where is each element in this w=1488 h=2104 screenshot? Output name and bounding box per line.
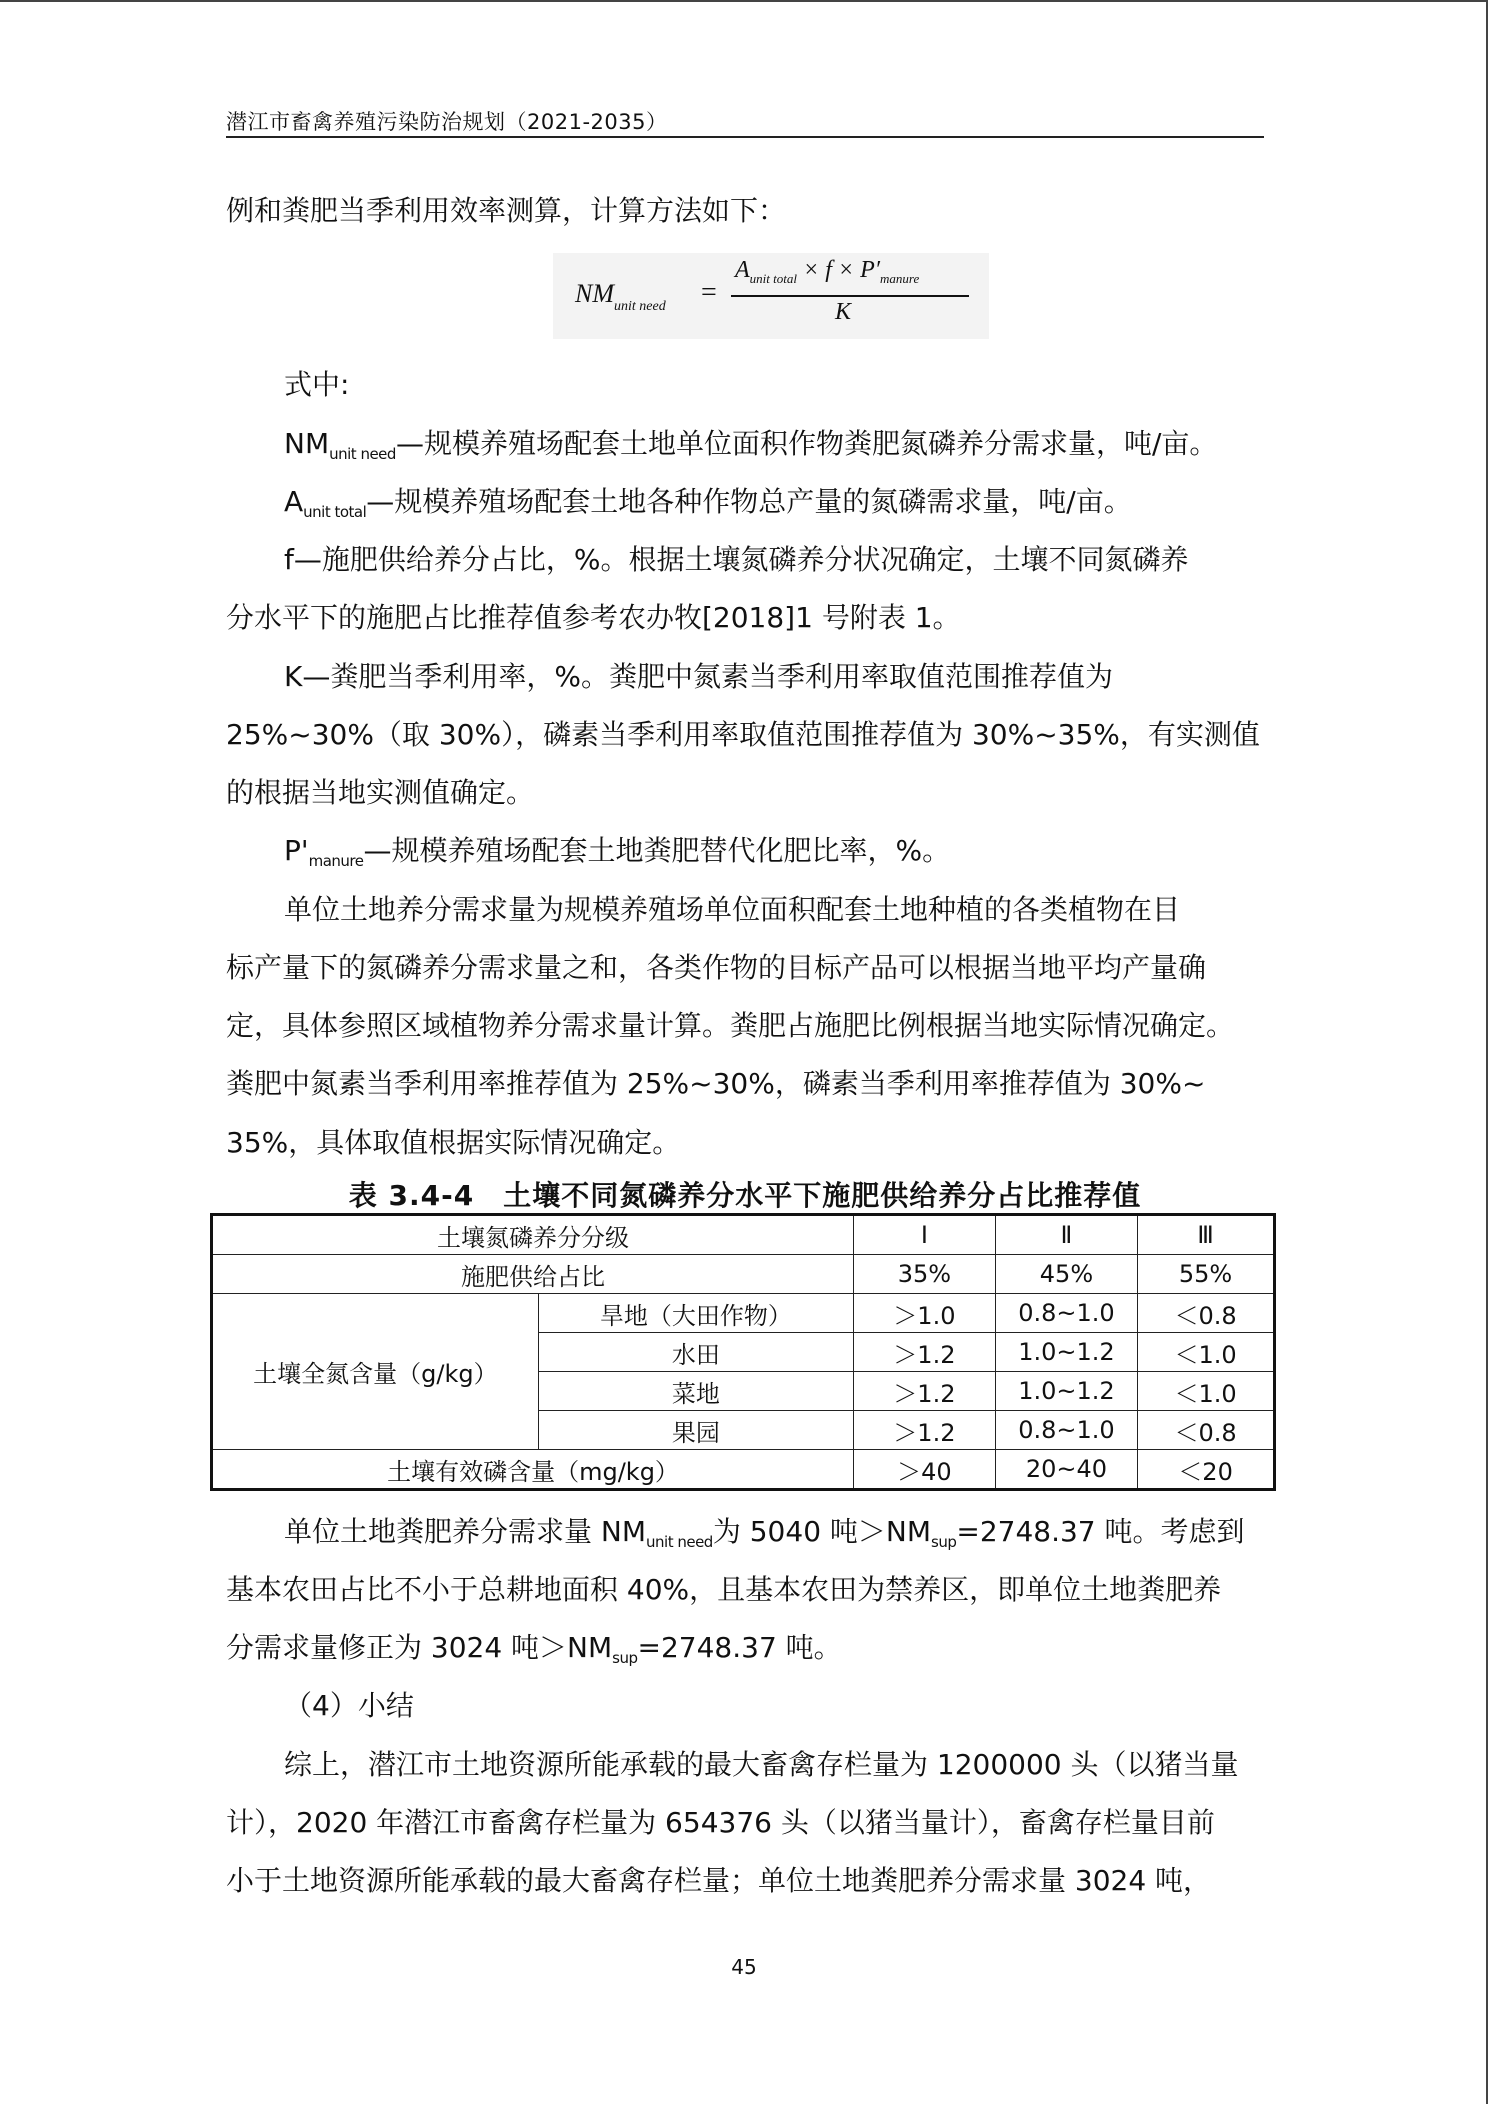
table-cell: ＜1.0	[1138, 1372, 1275, 1411]
table-cell: 施肥供给占比	[212, 1255, 854, 1294]
table-cell: 1.0~1.2	[995, 1333, 1137, 1372]
formula-denominator: K	[835, 299, 852, 325]
table-header-cell: Ⅰ	[854, 1215, 996, 1255]
def-f-line2: 分水平下的施肥占比推荐值参考农办牧[2018]1 号附表 1。	[226, 601, 961, 634]
table-row	[212, 1294, 1275, 1333]
table-cell: 55%	[1138, 1255, 1275, 1294]
running-header: 潜江市畜禽养殖污染防治规划（2021-2035）	[226, 110, 668, 134]
result-line2: 基本农田占比不小于总耕地面积 40%，且基本农田为禁养区，即单位土地粪肥养	[226, 1573, 1222, 1606]
table-header-row	[212, 1215, 1275, 1255]
def-p: $P'_{manure}—$规模养殖场配套土地粪肥替代化肥比率，%。	[284, 834, 951, 870]
table-row	[212, 1255, 1275, 1294]
unit-para-line2: 标产量下的氮磷养分需求量之和，各类作物的目标产品可以根据当地平均产量确	[226, 951, 1207, 984]
defs-label: 式中:	[284, 368, 350, 401]
table-cell: ＜0.8	[1138, 1411, 1275, 1450]
table-cell: 35%	[854, 1255, 996, 1294]
table-cell: ＜20	[1138, 1450, 1275, 1490]
summary-line3: 小于土地资源所能承载的最大畜禽存栏量；单位土地粪肥养分需求量 3024 吨，	[226, 1864, 1212, 1897]
result-line3: 分需求量修正为 3024 吨$>NM_{sup}=2748.37$ 吨。	[226, 1631, 842, 1667]
nutrient-table	[210, 1213, 1276, 1491]
table-cell: 0.8~1.0	[995, 1294, 1137, 1333]
def-k-line2: 25%~30%（取 30%），磷素当季利用率取值范围推荐值为 30%~35%，有实测值	[226, 718, 1260, 751]
summary-heading: （4）小结	[284, 1689, 414, 1722]
unit-para-line4: 粪肥中氮素当季利用率推荐值为 25%~30%，磷素当季利用率推荐值为 30%~	[226, 1067, 1206, 1100]
def-k-line1: K—粪肥当季利用率，%。粪肥中氮素当季利用率取值范围推荐值为	[284, 660, 1113, 693]
formula-lhs: $NM_{unit need}$	[575, 279, 666, 314]
table-header-cell: 土壤氮磷养分分级	[212, 1215, 854, 1255]
table-cell: ＞1.2	[854, 1411, 996, 1450]
table-header-cell: Ⅲ	[1138, 1215, 1275, 1255]
table-cell: 土壤有效磷含量（mg/kg）	[212, 1450, 854, 1490]
intro-line: 例和粪肥当季利用效率测算，计算方法如下：	[226, 194, 787, 227]
table-title: 表 3.4-4 土壤不同氮磷养分水平下施肥供给养分占比推荐值	[348, 1179, 1142, 1212]
table-cell: ＞40	[854, 1450, 996, 1490]
header-rule	[226, 136, 1264, 138]
table-cell: ＞1.2	[854, 1333, 996, 1372]
table-cell: ＞1.0	[854, 1294, 996, 1333]
unit-para-line3: 定，具体参照区域植物养分需求量计算。粪肥占施肥比例根据当地实际情况确定。	[226, 1009, 1235, 1042]
def-a: $A_{unit total}—$规模养殖场配套土地各种作物总产量的氮磷需求量，吨/亩。	[284, 485, 1132, 521]
formula-image	[553, 253, 989, 339]
table-cell: 0.8~1.0	[995, 1411, 1137, 1450]
page-border-top	[0, 0, 1488, 2]
table-cell: ＞1.2	[854, 1372, 996, 1411]
result-line1: 单位土地粪肥养分需求量 $NM_{unit need}$为 5040 吨$>NM_{sup}=2748.37$ 吨。考虑到	[284, 1515, 1245, 1551]
table-cell: 20~40	[995, 1450, 1137, 1490]
table-header-cell: Ⅱ	[995, 1215, 1137, 1255]
table-cell: 45%	[995, 1255, 1137, 1294]
def-nm: $NM_{unit need}—$规模养殖场配套土地单位面积作物粪肥氮磷养分需求量，吨/亩。	[284, 427, 1218, 463]
table-row	[212, 1450, 1275, 1490]
formula-numerator: $A_{unit total} \times f \times P'_{manure}$	[735, 257, 920, 286]
table-cell: ＜0.8	[1138, 1294, 1275, 1333]
unit-para-line1: 单位土地养分需求量为规模养殖场单位面积配套土地种植的各类植物在目	[284, 893, 1181, 926]
page-number: 45	[731, 1955, 757, 1979]
table-cell: 水田	[538, 1333, 853, 1372]
table-cell: 旱地（大田作物）	[538, 1294, 853, 1333]
def-f-line1: f—施肥供给养分占比，%。根据土壤氮磷养分状况确定，土壤不同氮磷养	[284, 543, 1189, 576]
summary-line2: 计），2020 年潜江市畜禽存栏量为 654376 头（以猪当量计），畜禽存栏量目前	[226, 1806, 1215, 1839]
formula-equals: =	[701, 277, 717, 308]
table-cell-nitrogen-label: 土壤全氮含量（g/kg）	[212, 1294, 539, 1450]
table-cell: 果园	[538, 1411, 853, 1450]
summary-line1: 综上，潜江市土地资源所能承载的最大畜禽存栏量为 1200000 头（以猪当量	[284, 1748, 1239, 1781]
table-cell: ＜1.0	[1138, 1333, 1275, 1372]
table-cell: 1.0~1.2	[995, 1372, 1137, 1411]
def-k-line3: 的根据当地实测值确定。	[226, 776, 535, 809]
unit-para-line5: 35%，具体取值根据实际情况确定。	[226, 1126, 681, 1159]
formula-fraction-bar	[731, 295, 969, 297]
table-cell: 菜地	[538, 1372, 853, 1411]
